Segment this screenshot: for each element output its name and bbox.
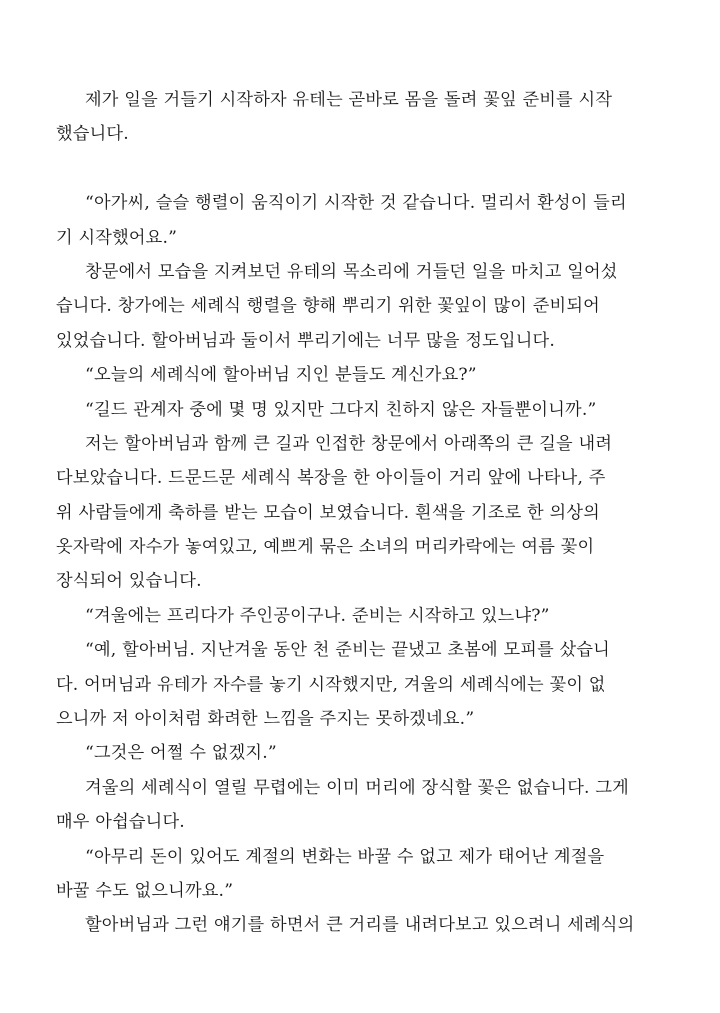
text-line: 저는 할아버님과 함께 큰 길과 인접한 창문에서 아래쪽의 큰 길을 내려: [85, 433, 613, 454]
text-line: 기 시작했어요.”: [56, 227, 178, 248]
text-line: 위 사람들에게 축하를 받는 모습이 보였습니다. 흰색을 기조로 한 의상의: [56, 502, 600, 523]
text-line: “예, 할아버님. 지난겨울 동안 천 준비는 끝냈고 초봄에 모피를 샀습니: [85, 640, 610, 661]
text-line: “오늘의 세례식에 할아버님 지인 분들도 계신가요?”: [85, 365, 477, 386]
text-line: 있었습니다. 할아버님과 둘이서 뿌리기에는 너무 많을 정도입니다.: [56, 330, 555, 351]
text-line: 다. 어머님과 유테가 자수를 놓기 시작했지만, 겨울의 세례식에는 꽃이 없: [56, 674, 606, 695]
text-line: 제가 일을 거들기 시작하자 유테는 곧바로 몸을 돌려 꽃잎 준비를 시작: [85, 90, 613, 110]
text-line: “길드 관계자 중에 몇 명 있지만 그다지 친하지 않은 자들뿐이니까.”: [85, 399, 597, 420]
text-line: 창문에서 모습을 지켜보던 유테의 목소리에 거들던 일을 마치고 일어섰: [85, 261, 618, 282]
text-line: 다보았습니다. 드문드문 세례식 복장을 한 아이들이 거리 앞에 나타나, 주: [56, 468, 606, 489]
text-line: 습니다. 창가에는 세례식 행렬을 향해 뿌리기 위한 꽃잎이 많이 준비되어: [56, 296, 600, 317]
text-line: 할아버님과 그런 얘기를 하면서 큰 거리를 내려다보고 있으려니 세례식의: [85, 915, 635, 936]
text-line: “그것은 어쩔 수 없겠지.”: [85, 743, 277, 764]
text-line: “아무리 돈이 있어도 계절의 변화는 바꿀 수 없고 제가 태어난 계절을: [85, 846, 605, 867]
text-line: 장식되어 있습니다.: [56, 571, 202, 592]
text-line: 으니까 저 아이처럼 화려한 느낌을 주지는 못하겠네요.”: [56, 709, 475, 730]
text-line: 했습니다.: [56, 124, 129, 145]
body-text: [56, 83, 668, 943]
text-line: 옷자락에 자수가 놓여있고, 예쁘게 묶은 소녀의 머리카락에는 여름 꽃이: [56, 537, 595, 558]
blank-line: [56, 152, 668, 186]
text-line: 겨울의 세례식이 열릴 무렵에는 이미 머리에 장식할 꽃은 없습니다. 그게: [85, 777, 629, 798]
text-line: “겨울에는 프리다가 주인공이구나. 준비는 시작하고 있느냐?”: [85, 605, 550, 626]
text-line: 매우 아쉽습니다.: [56, 812, 185, 833]
text-line: “아가씨, 슬슬 행렬이 움직이기 시작한 것 같습니다. 멀리서 환성이 들리: [85, 193, 627, 214]
text-line: 바꿀 수도 없으니까요.”: [56, 880, 234, 901]
